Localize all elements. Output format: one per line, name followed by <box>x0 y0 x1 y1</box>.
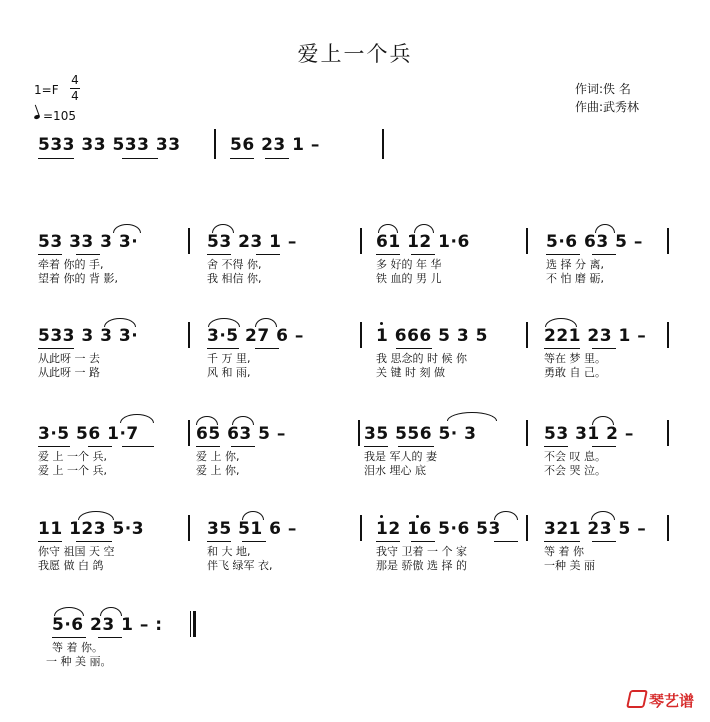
beam-underline <box>76 541 112 542</box>
barline <box>360 515 362 541</box>
composer-credit: 作曲:武秀林 <box>575 100 640 114</box>
beam-underline <box>88 446 112 447</box>
lyric-verse-2: 不会 哭 泣。 <box>544 464 606 477</box>
barline <box>667 420 669 446</box>
measure: 5·6 23 1 – : <box>52 615 163 635</box>
beam-underline <box>376 254 400 255</box>
lyric-verse-1: 和 大 地, <box>207 545 251 558</box>
barline <box>526 515 528 541</box>
barline <box>526 322 528 348</box>
lyric-verse-2: 勇敢 自 己。 <box>544 366 606 379</box>
beam-underline <box>76 254 100 255</box>
barline <box>667 515 669 541</box>
lyric-verse-1: 多 好的 年 华 <box>376 258 442 271</box>
lyric-verse-2: 铁 血的 男 儿 <box>376 272 442 285</box>
beam-underline <box>411 541 435 542</box>
barline <box>360 228 362 254</box>
high-octave-dot <box>380 515 383 518</box>
beam-underline <box>38 541 62 542</box>
lyric-verse-1: 爱 上 你, <box>196 450 240 463</box>
lyric-verse-2: 关 键 时 刻 做 <box>376 366 445 379</box>
measure: 53 33 3 3· <box>38 232 139 252</box>
lyric-verse-2: 从此呀 一 路 <box>38 366 100 379</box>
beam-underline <box>592 541 616 542</box>
repeat-barline-thick <box>193 611 196 637</box>
quarter-note-icon <box>33 114 40 120</box>
beam-underline <box>207 541 231 542</box>
lyric-verse-1: 我 思念的 时 候 你 <box>376 352 467 365</box>
measure: 53 23 1 – <box>207 232 297 252</box>
beam-underline <box>122 158 158 159</box>
lyric-verse-1: 爱 上 一个 兵, <box>38 450 107 463</box>
barline <box>358 420 360 446</box>
beam-underline <box>376 541 400 542</box>
site-logo <box>628 690 694 711</box>
measure: 1 666 5 3 5 <box>376 326 488 346</box>
lyric-verse-2: 我 相信 你, <box>207 272 262 285</box>
lyric-verse-1: 选 择 分 离, <box>546 258 604 271</box>
lyric-verse-1: 等在 梦 里。 <box>544 352 606 365</box>
time-signature <box>70 74 80 103</box>
beam-underline <box>592 348 616 349</box>
lyric-verse-2: 爱 上 你, <box>196 464 240 477</box>
beam-underline <box>592 254 616 255</box>
barline <box>188 228 190 254</box>
barline <box>382 129 384 159</box>
beam-underline <box>256 254 280 255</box>
barline <box>526 228 528 254</box>
lyric-verse-2: 不 怕 磨 砺, <box>546 272 604 285</box>
time-signature-bottom: 4 <box>71 89 79 103</box>
lyricist-credit: 作词:佚 名 <box>575 82 631 96</box>
high-octave-dot <box>416 515 419 518</box>
beam-underline <box>122 446 154 447</box>
measure: 3·5 27 6 – <box>207 326 304 346</box>
intro-measure-1: 533 33 533 33 <box>38 135 181 155</box>
measure: 35 51 6 – <box>207 519 297 539</box>
lyric-verse-1: 我是 军人的 妻 <box>364 450 437 463</box>
lyric-verse-1: 不会 叹 息。 <box>544 450 606 463</box>
measure: 533 3 3 3· <box>38 326 139 346</box>
lyric-verse-1: 千 万 里, <box>207 352 251 365</box>
barline <box>188 515 190 541</box>
beam-underline <box>38 348 74 349</box>
measure: 321 23 5 – <box>544 519 647 539</box>
beam-underline <box>207 254 231 255</box>
beam-underline <box>255 348 279 349</box>
lyric-verse-2: 爱 上 一个 兵, <box>38 464 107 477</box>
logo-icon <box>626 690 648 708</box>
barline <box>667 322 669 348</box>
barline <box>188 420 190 446</box>
lyric-verse-1: 从此呀 一 去 <box>38 352 100 365</box>
lyric-verse-1: 牵着 你的 手, <box>38 258 104 271</box>
measure: 12 16 5·6 53 <box>376 519 501 539</box>
song-title: 爱上一个兵 <box>297 42 413 66</box>
beam-underline <box>196 446 220 447</box>
lyric-verse-1: 等 着 你 <box>544 545 584 558</box>
lyric-verse-1: 舍 不得 你, <box>207 258 262 271</box>
lyric-verse-2: 望着 你的 背 影, <box>38 272 118 285</box>
measure: 61 12 1·6 <box>376 232 470 252</box>
beam-underline <box>544 446 568 447</box>
beam-underline <box>242 541 266 542</box>
slur <box>120 414 154 423</box>
repeat-barline-thin <box>190 611 191 637</box>
lyric-verse-1: 你守 祖国 天 空 <box>38 545 115 558</box>
measure: 3·5 56 1·7 <box>38 424 139 444</box>
beam-underline <box>265 158 289 159</box>
barline <box>667 228 669 254</box>
key-signature: 1=F <box>34 83 59 97</box>
beam-underline <box>38 254 62 255</box>
slur <box>447 412 497 421</box>
beam-underline <box>98 637 122 638</box>
lyric-verse-2: 我愿 做 白 鸽 <box>38 559 104 572</box>
measure: 65 63 5 – <box>196 424 286 444</box>
beam-underline <box>364 446 388 447</box>
measure: 5·6 63 5 – <box>546 232 643 252</box>
barline <box>360 322 362 348</box>
lyric-verse-2: 一种 美 丽 <box>544 559 595 572</box>
barline <box>526 420 528 446</box>
beam-underline <box>411 254 435 255</box>
beam-underline <box>544 348 580 349</box>
measure: 11 123 5·3 <box>38 519 145 539</box>
lyric-verse-2: 那是 骄傲 选 择 的 <box>376 559 467 572</box>
measure: 53 31 2 – <box>544 424 634 444</box>
beam-underline <box>546 254 580 255</box>
lyric-verse-2: 风 和 雨, <box>207 366 251 379</box>
barline <box>188 322 190 348</box>
beam-underline <box>398 446 434 447</box>
beam-underline <box>38 446 70 447</box>
measure: 35 556 5· 3 <box>364 424 477 444</box>
tempo-value: =105 <box>43 109 76 123</box>
lyric-verse-2: 一 种 美 丽。 <box>46 655 112 668</box>
intro-measure-2: 56 23 1 – <box>230 135 320 155</box>
beam-underline <box>230 158 254 159</box>
tempo-marking <box>34 110 76 123</box>
lyric-verse-2: 泪水 埋心 底 <box>364 464 426 477</box>
beam-underline <box>207 348 239 349</box>
measure: 221 23 1 – <box>544 326 647 346</box>
beam-underline <box>231 446 255 447</box>
beam-underline <box>494 541 518 542</box>
beam-underline <box>52 637 86 638</box>
lyric-verse-1: 我守 卫着 一 个 家 <box>376 545 467 558</box>
beam-underline <box>544 541 580 542</box>
beam-underline <box>396 348 432 349</box>
logo-text: 琴艺谱 <box>649 692 695 710</box>
beam-underline <box>38 158 74 159</box>
credits <box>575 80 639 116</box>
lyric-verse-1: 等 着 你。 <box>52 641 103 654</box>
high-octave-dot <box>380 322 383 325</box>
time-signature-top: 4 <box>71 73 79 87</box>
barline <box>214 129 216 159</box>
lyric-verse-2: 伴飞 绿军 衣, <box>207 559 273 572</box>
beam-underline <box>592 446 616 447</box>
